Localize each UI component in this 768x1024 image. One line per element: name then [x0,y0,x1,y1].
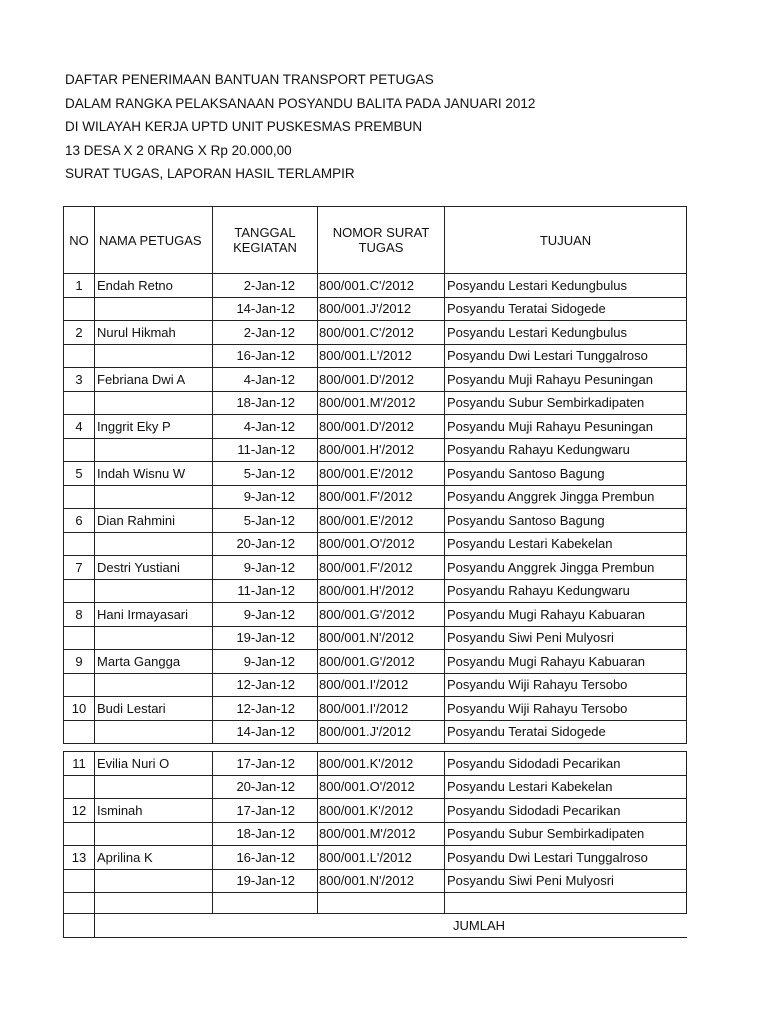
cell-nama [95,626,213,650]
cell-no [64,579,95,603]
cell-tujuan: Posyandu Wiji Rahayu Tersobo [445,673,687,697]
cell-tanggal: 19-Jan-12 [213,626,318,650]
cell-tujuan: Posyandu Anggrek Jingga Prembun [445,485,687,509]
cell-tanggal: 2-Jan-12 [213,321,318,345]
cell-tanggal: 20-Jan-12 [213,775,318,799]
cell-tujuan: Posyandu Wiji Rahayu Tersobo [445,697,687,721]
cell-nomor: 800/001.G'/2012 [318,603,445,627]
cell-no [64,532,95,556]
cell-nomor: 800/001.D'/2012 [318,415,445,439]
column-header-tujuan: TUJUAN [445,207,687,274]
cell-tanggal: 12-Jan-12 [213,697,318,721]
cell-no: 4 [64,415,95,439]
table-row [64,579,687,603]
table-row [64,650,687,674]
cell-nomor: 800/001.M'/2012 [318,822,445,846]
cell-nama: Inggrit Eky P [95,415,213,439]
cell-nama [95,532,213,556]
table-row [64,321,687,345]
cell-tanggal: 16-Jan-12 [213,344,318,368]
cell-nomor: 800/001.K'/2012 [318,799,445,823]
transport-table-continued [63,751,687,938]
cell-tujuan: Posyandu Lestari Kedungbulus [445,321,687,345]
cell-nomor: 800/001.K'/2012 [318,752,445,776]
cell-nomor: 800/001.L'/2012 [318,846,445,870]
cell-no [64,626,95,650]
cell-tujuan: Posyandu Muji Rahayu Pesuningan [445,368,687,392]
cell-no [64,914,95,938]
document-header [65,70,535,188]
cell-nomor: 800/001.M'/2012 [318,391,445,415]
cell-nomor: 800/001.F'/2012 [318,485,445,509]
cell-tanggal: 16-Jan-12 [213,846,318,870]
table-row [64,799,687,823]
cell-tujuan: Posyandu Sidodadi Pecarikan [445,752,687,776]
cell-nama: Febriana Dwi A [95,368,213,392]
cell-nama [95,720,213,744]
cell-tujuan: Posyandu Rahayu Kedungwaru [445,579,687,603]
cell-tujuan: Posyandu Siwi Peni Mulyosri [445,626,687,650]
table-row [64,391,687,415]
cell-nama: Evilia Nuri O [95,752,213,776]
cell-no: 6 [64,509,95,533]
cell-no: 1 [64,274,95,298]
cell-nama: Isminah [95,799,213,823]
cell-nomor [318,893,445,914]
column-header-nama: NAMA PETUGAS [95,207,213,274]
cell-tanggal: 9-Jan-12 [213,556,318,580]
cell-no [64,775,95,799]
cell-nomor: 800/001.J'/2012 [318,720,445,744]
cell-no [64,720,95,744]
transport-table [63,206,687,744]
cell-tujuan: Posyandu Dwi Lestari Tunggalroso [445,344,687,368]
cell-tanggal: 17-Jan-12 [213,799,318,823]
cell-no: 12 [64,799,95,823]
cell-tanggal: 4-Jan-12 [213,415,318,439]
cell-nomor: 800/001.O'/2012 [318,775,445,799]
cell-no [64,297,95,321]
cell-nomor: 800/001.J'/2012 [318,297,445,321]
cell-no: 8 [64,603,95,627]
table-row [64,673,687,697]
cell-nama [95,775,213,799]
table-row [64,485,687,509]
header-note-line: SURAT TUGAS, LAPORAN HASIL TERLAMPIR [65,166,355,181]
cell-nama: Budi Lestari [95,697,213,721]
cell-no [64,344,95,368]
cell-tujuan: Posyandu Mugi Rahayu Kabuaran [445,650,687,674]
cell-nomor: 800/001.D'/2012 [318,368,445,392]
table-row [64,697,687,721]
cell-no: 13 [64,846,95,870]
cell-nomor: 800/001.E'/2012 [318,509,445,533]
cell-tanggal: 14-Jan-12 [213,720,318,744]
table-header-row [64,207,687,274]
cell-nama: Dian Rahmini [95,509,213,533]
table-row [64,297,687,321]
cell-tujuan: Posyandu Lestari Kabekelan [445,532,687,556]
column-header-nomor: NOMOR SURAT TUGAS [318,207,445,274]
cell-tanggal [213,893,318,914]
cell-tujuan: Posyandu Lestari Kedungbulus [445,274,687,298]
cell-nomor: 800/001.H'/2012 [318,579,445,603]
cell-no [64,485,95,509]
cell-tanggal: 18-Jan-12 [213,822,318,846]
cell-no [64,391,95,415]
table-row [64,415,687,439]
cell-tujuan: Posyandu Sidodadi Pecarikan [445,799,687,823]
cell-nomor: 800/001.F'/2012 [318,556,445,580]
table-row-blank [64,893,687,914]
header-title-line: DAFTAR PENERIMAAN BANTUAN TRANSPORT PETUGAS [65,72,434,87]
table-row [64,846,687,870]
cell-no [64,673,95,697]
cell-no [64,869,95,893]
cell-nama [95,893,213,914]
table-row [64,462,687,486]
cell-tanggal: 4-Jan-12 [213,368,318,392]
cell-nama [95,485,213,509]
cell-tanggal: 12-Jan-12 [213,673,318,697]
cell-no [64,438,95,462]
cell-nama [95,869,213,893]
cell-tujuan: Posyandu Rahayu Kedungwaru [445,438,687,462]
table-row [64,869,687,893]
cell-nama [95,673,213,697]
table-row [64,626,687,650]
cell-no [64,822,95,846]
cell-nomor: 800/001.H'/2012 [318,438,445,462]
cell-tujuan: Posyandu Teratai Sidogede [445,297,687,321]
cell-tanggal: 11-Jan-12 [213,438,318,462]
cell-nama: Marta Gangga [95,650,213,674]
cell-tujuan: Posyandu Siwi Peni Mulyosri [445,869,687,893]
cell-nomor: 800/001.N'/2012 [318,869,445,893]
cell-no: 5 [64,462,95,486]
cell-tanggal: 2-Jan-12 [213,274,318,298]
cell-no: 11 [64,752,95,776]
header-calculation-line: 13 DESA X 2 0RANG X Rp 20.000,00 [65,142,292,158]
cell-nomor: 800/001.O'/2012 [318,532,445,556]
table-total-row [64,914,687,938]
cell-tanggal: 14-Jan-12 [213,297,318,321]
cell-tanggal: 18-Jan-12 [213,391,318,415]
cell-nama: Nurul Hikmah [95,321,213,345]
table-row [64,344,687,368]
cell-nama: Indah Wisnu W [95,462,213,486]
cell-tanggal: 9-Jan-12 [213,603,318,627]
cell-no: 3 [64,368,95,392]
cell-tanggal: 9-Jan-12 [213,650,318,674]
table-row [64,368,687,392]
cell-tujuan: Posyandu Teratai Sidogede [445,720,687,744]
cell-tanggal: 17-Jan-12 [213,752,318,776]
table-row [64,775,687,799]
cell-nama [95,438,213,462]
cell-nomor: 800/001.I'/2012 [318,673,445,697]
table-row [64,532,687,556]
cell-no: 2 [64,321,95,345]
cell-no: 7 [64,556,95,580]
cell-nama: Endah Retno [95,274,213,298]
cell-tujuan: Posyandu Subur Sembirkadipaten [445,391,687,415]
table-row [64,556,687,580]
cell-nama: Aprilina K [95,846,213,870]
cell-tanggal: 11-Jan-12 [213,579,318,603]
cell-tanggal: 19-Jan-12 [213,869,318,893]
cell-tujuan: Posyandu Santoso Bagung [445,462,687,486]
cell-no: 9 [64,650,95,674]
cell-nomor: 800/001.C'/2012 [318,274,445,298]
table-row [64,509,687,533]
cell-tujuan: Posyandu Santoso Bagung [445,509,687,533]
cell-tujuan: Posyandu Dwi Lestari Tunggalroso [445,846,687,870]
table-row [64,438,687,462]
cell-tujuan: Posyandu Anggrek Jingga Prembun [445,556,687,580]
cell-nama [95,822,213,846]
cell-tujuan: Posyandu Lestari Kabekelan [445,775,687,799]
table-row [64,274,687,298]
cell-nama [95,297,213,321]
cell-nama [95,344,213,368]
cell-tujuan: Posyandu Muji Rahayu Pesuningan [445,415,687,439]
cell-nama: Destri Yustiani [95,556,213,580]
table-row [64,720,687,744]
cell-nama [95,391,213,415]
cell-nama [95,579,213,603]
column-header-tanggal: TANGGAL KEGIATAN [213,207,318,274]
cell-tanggal: 20-Jan-12 [213,532,318,556]
total-label: JUMLAH [95,914,687,938]
cell-nomor: 800/001.I'/2012 [318,697,445,721]
header-subtitle-line: DALAM RANGKA PELAKSANAAN POSYANDU BALITA PADA JANUARI 2012 [65,95,536,111]
column-header-no: NO [64,207,95,274]
cell-tujuan: Posyandu Mugi Rahayu Kabuaran [445,603,687,627]
header-location-line: DI WILAYAH KERJA UPTD UNIT PUSKESMAS PREMBUN [65,119,423,134]
cell-nomor: 800/001.L'/2012 [318,344,445,368]
cell-nomor: 800/001.G'/2012 [318,650,445,674]
cell-tanggal: 9-Jan-12 [213,485,318,509]
table-row [64,822,687,846]
table-row [64,752,687,776]
cell-tujuan: Posyandu Subur Sembirkadipaten [445,822,687,846]
cell-no: 10 [64,697,95,721]
cell-tujuan [445,893,687,914]
cell-nomor: 800/001.E'/2012 [318,462,445,486]
cell-nomor: 800/001.C'/2012 [318,321,445,345]
table-row [64,603,687,627]
cell-tanggal: 5-Jan-12 [213,509,318,533]
cell-tanggal: 5-Jan-12 [213,462,318,486]
cell-nama: Hani Irmayasari [95,603,213,627]
cell-no [64,893,95,914]
cell-nomor: 800/001.N'/2012 [318,626,445,650]
